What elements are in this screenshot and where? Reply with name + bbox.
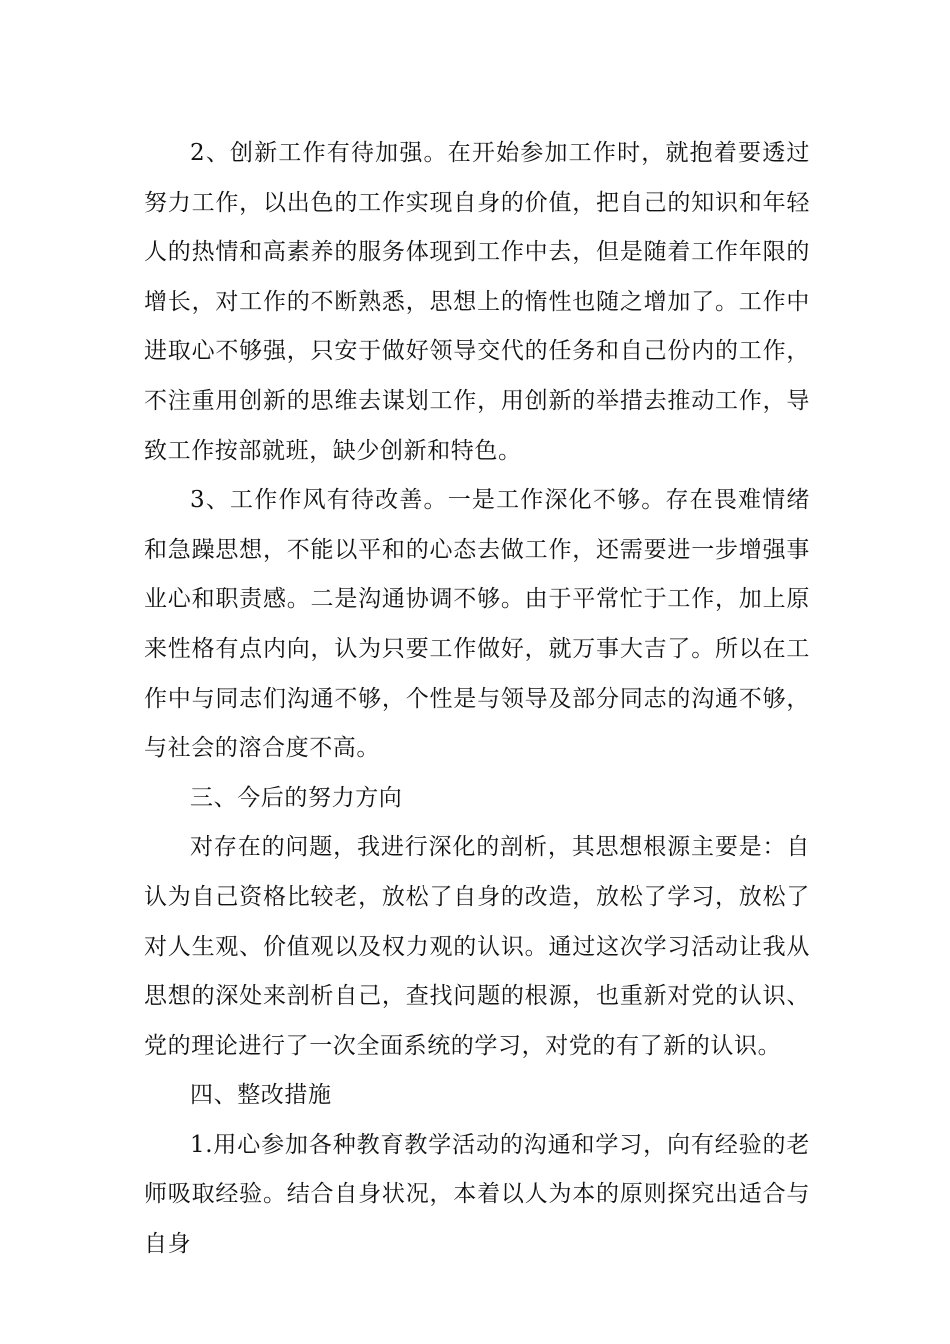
section-heading-measures: 四、整改措施 <box>190 1082 332 1109</box>
paragraph-analysis: 对存在的问题，我进行深化的剖析，其思想根源主要是：自认为自己资格比较老，放松了自身的改造，放松了学习，放松了对人生观、价值观以及权力观的认识。通过这次学习活动让我从思想的深处来剖析自己，查找问题的根源，也重新对党的认识、党的理论进行了一次全面系统的学习，对党的有了新的认识。 <box>144 834 810 1059</box>
section-heading-direction: 三、今后的努力方向 <box>190 784 403 811</box>
paragraph-work-style: 3、工作作风有待改善。一是工作深化不够。存在畏难情绪和急躁思想，不能以平和的心态去做工作，还需要进一步增强事业心和职责感。二是沟通协调不够。由于平常忙于工作，加上原来性格有点内向，认为只要工作做好，就万事大吉了。所以在工作中与同志们沟通不够，个性是与领导及部分同志的沟通不够，与社会的溶合度不高。 <box>144 487 810 762</box>
paragraph-innovation: 2、创新工作有待加强。在开始参加工作时，就抱着要透过努力工作，以出色的工作实现自身的价值，把自己的知识和年轻人的热情和高素养的服务体现到工作中去，但是随着工作年限的增长，对工作的不断熟悉，思想上的惰性也随之增加了。工作中进取心不够强，只安于做好领导交代的任务和自己份内的工作，不注重用创新的思维去谋划工作，用创新的举措去推动工作，导致工作按部就班，缺少创新和特色。 <box>144 140 810 464</box>
paragraph-measure-1: 1.用心参加各种教育教学活动的沟通和学习，向有经验的老师吸取经验。结合自身状况，本着以人为本的原则探究出适合与自身 <box>144 1131 810 1258</box>
document-body <box>144 129 810 1270</box>
